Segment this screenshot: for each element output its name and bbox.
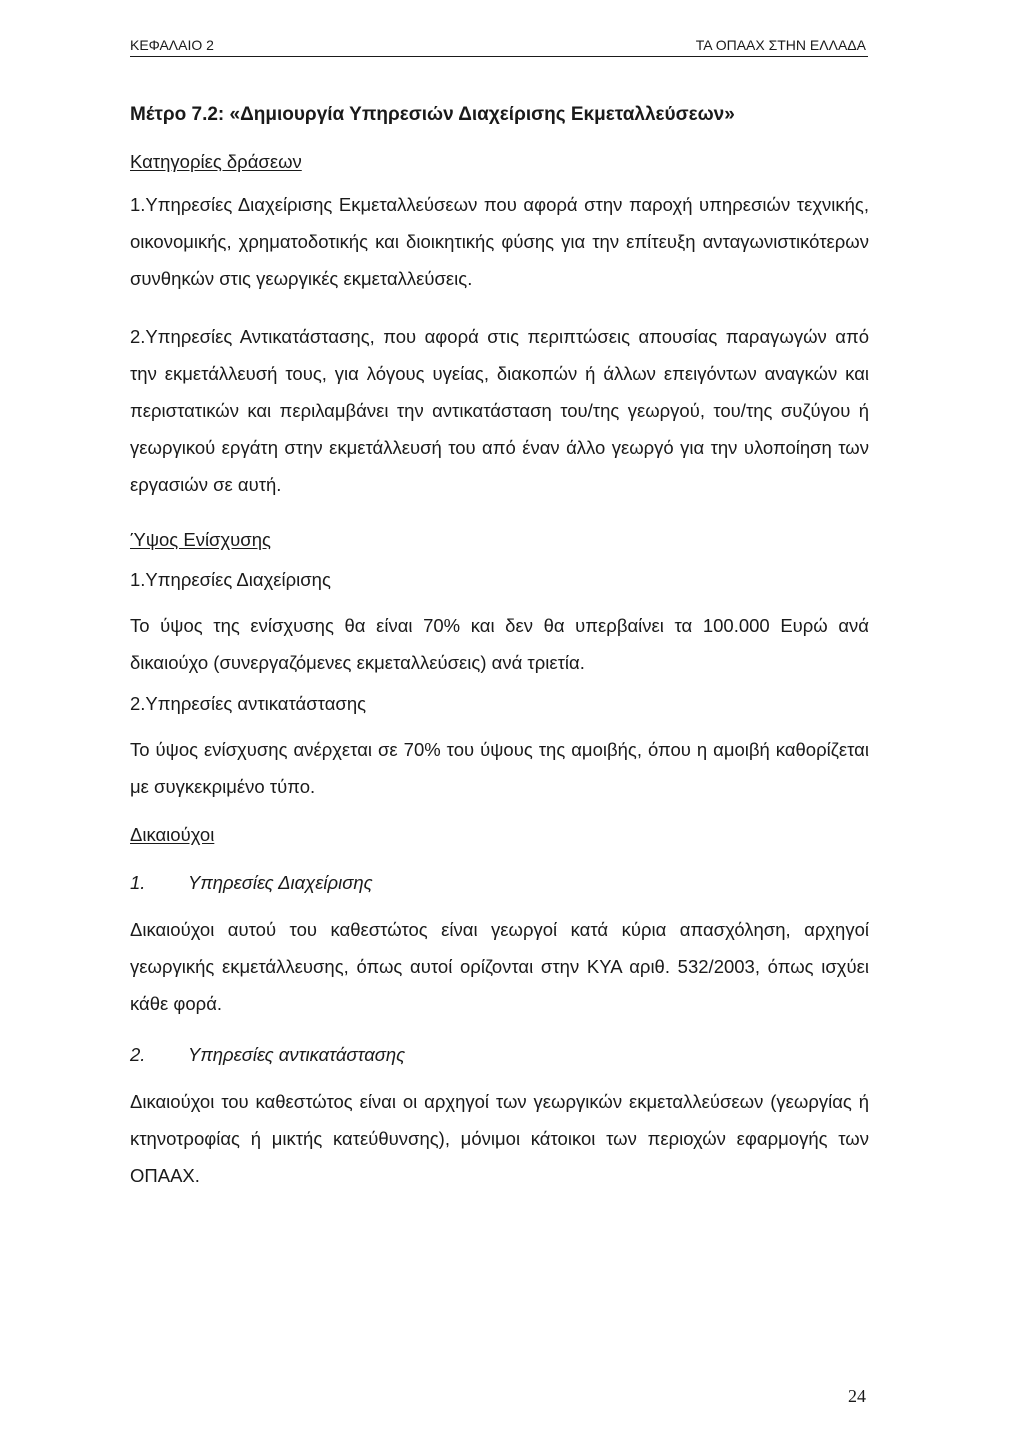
beneficiaries-subheading-management <box>130 870 869 896</box>
aid-subheading-replacement: 2.Υπηρεσίες αντικατάστασης <box>130 693 367 714</box>
beneficiaries-text-management: Δικαιούχοι αυτού του καθεστώτος είναι γεωργοί κατά κύρια απασχόληση, αρχηγοί γεωργικής εκμετάλλευσης, όπως αυτοί ορίζονται στην ΚΥΑ αριθ. 532/2003, όπως ισχύει κάθε φορά. <box>130 919 869 1014</box>
aid-text-management: Το ύψος της ενίσχυσης θα είναι 70% και δεν θα υπερβαίνει τα 100.000 Ευρώ ανά δικαιούχο (συνεργαζόμενες εκμεταλλεύσεις) ανά τριετία. <box>130 615 869 673</box>
running-header <box>130 34 868 57</box>
beneficiaries-subheading-replacement <box>130 1042 869 1068</box>
page-number: 24 <box>848 1386 866 1406</box>
heading-aid-amount: Ύψος Ενίσχυσης <box>130 529 271 550</box>
action-category-2: 2.Υπηρεσίες Αντικατάστασης, που αφορά στις περιπτώσεις απουσίας παραγωγών από την εκμετάλλευσή τους, για λόγους υγείας, διακοπών ή άλλων επειγόντων αναγκών και περιστατικών και περιλαμβάνει την αντικατάσταση του/της γεωργού, του/της συζύγου ή γεωργικού εργάτη στην εκμετάλλευσή του από έναν άλλο γεωργό για την υλοποίηση των εργασιών σε αυτή. <box>130 326 869 495</box>
beneficiaries-sub2-number: 2. <box>130 1044 146 1065</box>
page-content <box>130 102 869 1194</box>
action-category-1: 1.Υπηρεσίες Διαχείρισης Εκμεταλλεύσεων που αφορά στην παροχή υπηρεσιών τεχνικής, οικονομικής, χρηματοδοτικής και διοικητικής φύσης για την επίτευξη ανταγωνιστικότερων συνθηκών στις γεωργικές εκμεταλλεύσεις. <box>130 194 869 289</box>
heading-beneficiaries: Δικαιούχοι <box>130 824 215 845</box>
measure-title: Μέτρο 7.2: «Δημιουργία Υπηρεσιών Διαχείρισης Εκμεταλλεύσεων» <box>130 104 735 125</box>
beneficiaries-text-replacement: Δικαιούχοι του καθεστώτος είναι οι αρχηγοί των γεωργικών εκμεταλλεύσεων (γεωργίας ή κτηνοτροφίας ή μικτής κατεύθυνσης), μόνιμοι κάτοικοι των περιοχών εφαρμογής των ΟΠΑΑΧ. <box>130 1091 869 1186</box>
beneficiaries-sub2-label: Υπηρεσίες αντικατάστασης <box>188 1044 406 1065</box>
section-label: ΤΑ ΟΠΑΑΧ ΣΤΗΝ ΕΛΛΑΔΑ <box>695 37 866 53</box>
aid-text-replacement: Το ύψος ενίσχυσης ανέρχεται σε 70% του ύψους της αμοιβής, όπου η αμοιβή καθορίζεται με συγκεκριμένο τύπο. <box>130 739 869 797</box>
beneficiaries-sub1-number: 1. <box>130 872 146 893</box>
beneficiaries-sub1-label: Υπηρεσίες Διαχείρισης <box>188 872 373 893</box>
chapter-label: ΚΕΦΑΛΑΙΟ 2 <box>130 37 214 53</box>
heading-action-categories: Κατηγορίες δράσεων <box>130 151 302 172</box>
aid-subheading-management: 1.Υπηρεσίες Διαχείρισης <box>130 569 331 590</box>
